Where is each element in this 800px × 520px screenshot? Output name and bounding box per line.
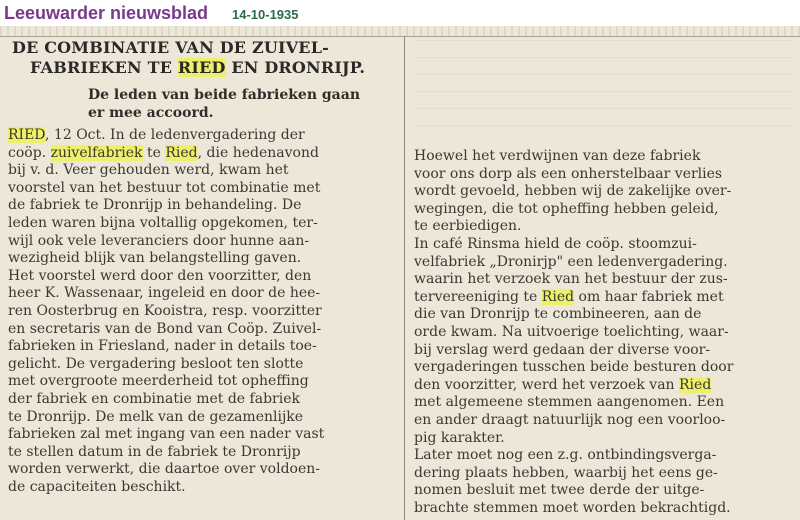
text-line (414, 289, 794, 307)
text-line (414, 218, 794, 236)
headline-text: EN DRONRIJP. (225, 58, 366, 77)
text-run: heer K. Wassenaar, ingeleid en door de hee- (8, 285, 321, 302)
text-line (8, 303, 396, 321)
text-line (8, 444, 396, 462)
text-line (414, 465, 794, 483)
text-run: te Dronrijp. De melk van de gezamenlijke (8, 408, 304, 425)
text-line (8, 479, 396, 497)
headline-line (12, 58, 396, 78)
subheading-line: De leden van beide fabrieken gaan (88, 87, 360, 103)
text-run: ren Oosterbrug en Kooistra, resp. voorzitter (8, 302, 322, 319)
text-run: en ander draagt natuurlijk nog een voorloo- (414, 411, 726, 428)
text-line (8, 338, 396, 356)
text-line (8, 145, 396, 163)
text-run: bij verslag werd gedaan der diverse voor- (414, 341, 711, 358)
text-run: In café Rinsma hield de coöp. stoomzui- (414, 235, 697, 252)
text-line (8, 373, 396, 391)
text-run: Het voorstel werd door den voorzitter, den (8, 267, 312, 284)
text-run: die van Dronrijp te combineeren, aan de (414, 306, 702, 323)
text-line (414, 166, 794, 184)
text-run: nomen besluit met twee derde der uitge- (414, 482, 705, 499)
text-run: , 12 Oct. In de ledenvergadering der (45, 127, 305, 143)
text-run: den voorzitter, werd het verzoek van (414, 376, 680, 393)
text-line (8, 250, 396, 268)
text-run: met overgroote meerderheid tot opheffing (8, 373, 309, 390)
text-line (414, 236, 794, 254)
text-line (414, 271, 794, 289)
text-run: coöp. (8, 144, 51, 161)
highlighted-term: Ried (679, 376, 712, 393)
text-line (8, 409, 396, 427)
top-rule (0, 26, 800, 37)
text-run: dering plaats hebben, waarbij het eens ge- (414, 464, 718, 481)
text-run: de capaciteiten beschikt. (8, 478, 186, 495)
text-line (414, 482, 794, 500)
text-line (414, 148, 794, 166)
highlighted-term: Ried (165, 144, 198, 161)
text-line (8, 180, 396, 198)
text-run: de fabriek te Dronrijp in behandeling. De (8, 197, 302, 214)
text-run: voor ons dorp als een onherstelbaar verlies (414, 165, 723, 182)
newspaper-clipping (0, 26, 800, 520)
text-run: pig karakter. (414, 429, 505, 446)
text-line (414, 500, 794, 518)
text-line (414, 254, 794, 272)
text-run: waarin het verzoek van het bestuur der zus- (414, 271, 728, 288)
text-run: te eerbiedigen. (414, 218, 522, 235)
highlighted-term: zuivelfabriek (50, 144, 143, 161)
text-line (8, 461, 396, 479)
text-line (414, 183, 794, 201)
text-line (8, 426, 396, 444)
text-line (414, 394, 794, 412)
text-run: fabrieken in Friesland, nader in details toe- (8, 338, 317, 355)
source-header (0, 0, 800, 26)
text-line (8, 268, 396, 286)
text-line (414, 306, 794, 324)
text-line (414, 412, 794, 430)
text-line (414, 324, 794, 342)
subheading-line: er mee accoord. (88, 105, 214, 121)
newspaper-title: Leeuwarder nieuwsblad (4, 3, 209, 23)
text-run: worden verwerkt, die daartoe over voldoen- (8, 461, 320, 478)
text-run: leden waren bijna voltallig opgekomen, ter- (8, 214, 318, 231)
left-column (8, 38, 396, 496)
text-line (8, 285, 396, 303)
text-line (8, 197, 396, 215)
text-run: met algemeene stemmen aangenomen. Een (414, 394, 725, 411)
text-run: wezigheid blijk van belangstelling gaven. (8, 250, 302, 267)
text-run: wordt gevoeld, hebben wij de zakelijke over- (414, 183, 732, 200)
text-run: en secretaris van de Bond van Coöp. Zuivel- (8, 320, 322, 337)
text-run: brachte stemmen moet worden bekrachtigd. (414, 499, 731, 516)
text-run: Hoewel het verdwijnen van deze fabriek (414, 148, 701, 164)
text-run: orde kwam. Na uitvoerige toelichting, waar- (414, 323, 729, 340)
text-line (414, 201, 794, 219)
text-run: om haar fabriek met (574, 288, 724, 305)
highlighted-term: RIED (177, 58, 226, 77)
article-subheading (88, 86, 396, 122)
headline-text: DE COMBINATIE VAN DE ZUIVEL- (12, 38, 329, 57)
text-line (414, 447, 794, 465)
text-run: der fabriek en combinatie met de fabriek (8, 390, 300, 407)
text-line (8, 356, 396, 374)
text-run: te (142, 144, 166, 161)
text-line (8, 127, 396, 145)
highlighted-term: Ried (541, 288, 575, 305)
headline-line (12, 38, 396, 58)
text-run: gelicht. De vergadering besloot ten slotte (8, 355, 304, 372)
text-line (8, 162, 396, 180)
headline-text: FABRIEKEN TE (30, 58, 178, 77)
text-run: Later moet nog een z.g. ontbindingsverga- (414, 447, 717, 464)
text-line (8, 391, 396, 409)
text-run: wegingen, die tot opheffing hebben geleid, (414, 200, 719, 217)
article-headline (8, 38, 396, 78)
text-line (8, 321, 396, 339)
text-line (414, 430, 794, 448)
text-run: voorstel van het bestuur tot combinatie met (8, 179, 321, 196)
text-run: tervereeniging te (414, 288, 542, 305)
publication-date: 14-10-1935 (232, 7, 299, 22)
right-column-text (414, 148, 794, 517)
text-run: , die hedenavond (197, 144, 319, 161)
highlighted-term: RIED (8, 127, 46, 143)
text-run: velfabriek „Dronirjp" een ledenvergadering. (414, 253, 728, 270)
column-divider (404, 36, 405, 520)
text-run: wijl ook vele leveranciers door hunne aan- (8, 232, 310, 249)
text-run: fabrieken zal met ingang van een nader vast (8, 426, 325, 443)
right-column (414, 38, 794, 517)
text-line (8, 215, 396, 233)
text-run: vergaderingen tusschen beide besturen door (414, 359, 734, 376)
text-line (414, 342, 794, 360)
text-line (414, 359, 794, 377)
left-column-text (8, 127, 396, 496)
text-run: bij v. d. Veer gehouden werd, kwam het (8, 162, 289, 179)
text-run: te stellen datum in de fabriek te Dronrijp (8, 443, 301, 460)
text-line (8, 233, 396, 251)
text-line (414, 377, 794, 395)
